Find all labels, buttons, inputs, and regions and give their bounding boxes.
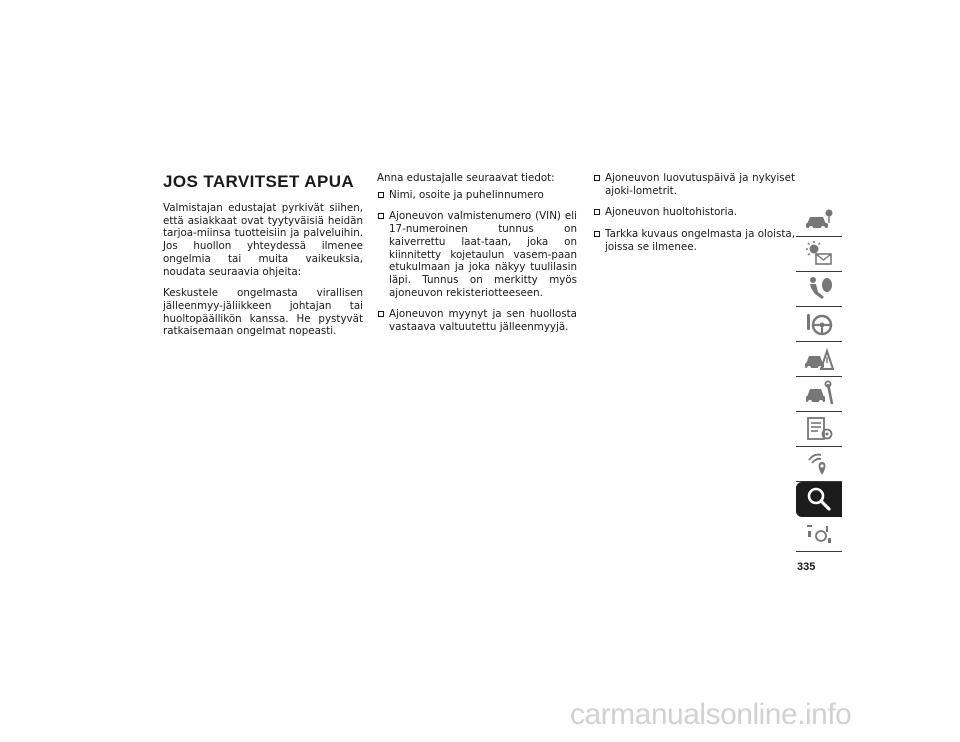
chapter-tabs bbox=[796, 202, 842, 552]
list-item-text: Ajoneuvon huoltohistoria. bbox=[605, 206, 738, 219]
watermark: carmanualsonline.info bbox=[570, 698, 852, 731]
car-wrench-icon bbox=[804, 380, 834, 408]
checkbox-bullet-icon bbox=[594, 231, 600, 237]
car-key-info-icon bbox=[804, 205, 834, 233]
language-index-icon bbox=[804, 520, 834, 548]
list-intro: Anna edustajalle seuraavat tiedot: bbox=[377, 172, 555, 184]
checkbox-bullet-icon bbox=[594, 175, 600, 181]
magnifier-icon bbox=[804, 485, 834, 513]
chapter-tab-technical-specs[interactable] bbox=[796, 412, 842, 447]
list-item-text: Nimi, osoite ja puhelinnumero bbox=[389, 188, 544, 201]
column-3 bbox=[593, 172, 795, 263]
car-warning-triangle-icon bbox=[804, 345, 834, 373]
list-item bbox=[377, 189, 577, 202]
chapter-tab-getting-to-know[interactable] bbox=[796, 202, 842, 237]
document-list-icon bbox=[804, 415, 834, 443]
paragraph: Keskustele ongelmasta virallisen jälleenmyy-jäliikkeen johtajan tai huoltopäällikön kanssa. He pystyvät ratkaisemaan ongelmat nopeasti. bbox=[163, 287, 363, 338]
info-list bbox=[593, 172, 795, 254]
list-item-text: Ajoneuvon myynyt ja sen huollosta vastaava valtuutettu jälleenmyyjä. bbox=[389, 308, 577, 334]
chapter-tab-emergency[interactable] bbox=[796, 342, 842, 377]
info-list bbox=[377, 189, 577, 334]
chapter-tab-instrument-panel[interactable] bbox=[796, 237, 842, 272]
passenger-airbag-icon bbox=[804, 275, 834, 303]
list-item bbox=[377, 210, 577, 299]
checkbox-bullet-icon bbox=[594, 209, 600, 215]
checkbox-bullet-icon bbox=[378, 192, 384, 198]
chapter-tab-starting-operating[interactable] bbox=[796, 307, 842, 342]
page-heading: JOS TARVITSET APUA bbox=[163, 172, 355, 191]
column-2 bbox=[377, 172, 577, 343]
chapter-tab-customer-assistance[interactable] bbox=[796, 482, 842, 517]
page-number: 335 bbox=[797, 561, 816, 573]
chapter-tab-index[interactable] bbox=[796, 517, 842, 552]
checkbox-bullet-icon bbox=[378, 311, 384, 317]
list-item-text: Ajoneuvon luovutuspäivä ja nykyiset ajoki-lometrit. bbox=[605, 172, 795, 197]
list-item bbox=[593, 206, 795, 219]
chapter-tab-multimedia[interactable] bbox=[796, 447, 842, 482]
chapter-tab-servicing[interactable] bbox=[796, 377, 842, 412]
list-item bbox=[593, 172, 795, 197]
list-item-text: Tarkka kuvaus ongelmasta ja oloista, joissa se ilmenee. bbox=[605, 228, 795, 253]
list-item-text: Ajoneuvon valmistenumero (VIN) eli 17-numeroinen tunnus on kaiverrettu laat-taan, joka on kiinnitetty kojetaulun vasem-paan etukulmaan ja joka näkyy tuulilasin läpi. Tunnus on merkitty myös ajoneuvon rekisteriotteeseen. bbox=[389, 210, 577, 299]
list-item bbox=[593, 228, 795, 253]
paragraph: Valmistajan edustajat pyrkivät siihen, että asiakkaat ovat tyytyväisiä heidän tarjoa-miinsa tuotteisiin ja palveluihin. Jos huollon yhteydessä ilmenee ongelmia tai muita vaikeuksia, noudata seuraavia ohjeita: bbox=[163, 202, 363, 278]
multimedia-navigation-icon bbox=[804, 450, 834, 478]
sun-envelope-icon bbox=[804, 240, 834, 268]
column-1 bbox=[163, 202, 363, 347]
steering-wheel-icon bbox=[804, 310, 834, 338]
list-item bbox=[377, 308, 577, 333]
chapter-tab-safety[interactable] bbox=[796, 272, 842, 307]
checkbox-bullet-icon bbox=[378, 213, 384, 219]
